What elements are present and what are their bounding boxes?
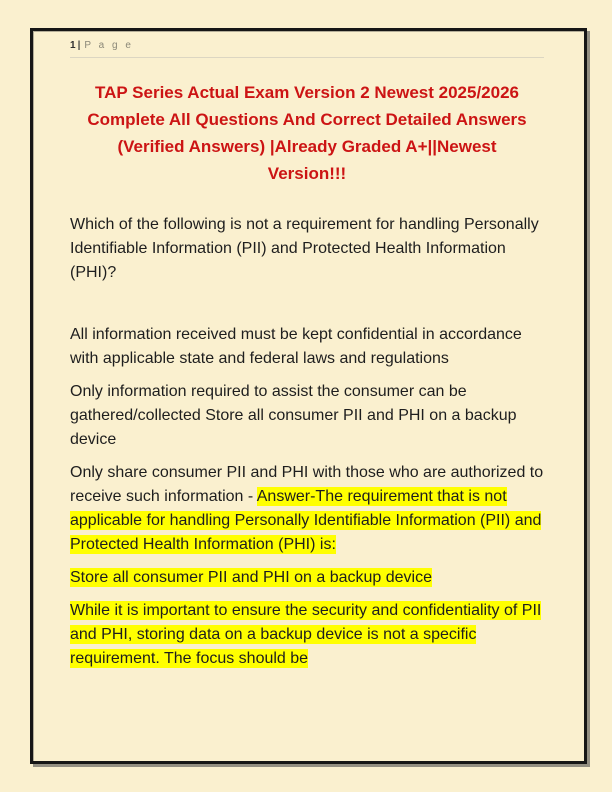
option-paragraph-2: Only information required to assist the consumer can be gathered/collected Store all consumer PII and PHI on a backup device bbox=[70, 383, 517, 448]
explanation-paragraph bbox=[70, 599, 544, 671]
page-frame bbox=[30, 28, 587, 764]
header-rule bbox=[70, 57, 544, 58]
page-number-separator: | bbox=[77, 40, 81, 51]
page-label: P a g e bbox=[84, 40, 134, 51]
page-number: 1 bbox=[70, 40, 76, 51]
answer-intro-highlight: Answer-The requirement that is not applicable for handling Personally Identifiable Information (PII) and Protected Health Information (PHI) is: bbox=[70, 488, 542, 553]
option-paragraph-3 bbox=[70, 461, 544, 557]
option-3-plain-text: Only share consumer PII and PHI with those who are authorized to receive such information - bbox=[70, 464, 544, 505]
page-header bbox=[70, 40, 544, 52]
explanation-highlight: While it is important to ensure the security and confidentiality of PII and PHI, storing data on a backup device is not a specific requirement. The focus should be bbox=[70, 602, 542, 667]
document-title: TAP Series Actual Exam Version 2 Newest 2025/2026 Complete All Questions And Correct Detailed Answers (Verified Answers) |Already Graded A+||Newest Version!!! bbox=[87, 83, 527, 183]
question-paragraph: Which of the following is not a requirement for handling Personally Identifiable Information (PII) and Protected Health Information (PHI)? bbox=[70, 216, 539, 281]
answer-paragraph bbox=[70, 566, 544, 590]
option-paragraph-1: All information received must be kept confidential in accordance with applicable state and federal laws and regulations bbox=[70, 326, 522, 367]
answer-text-highlight: Store all consumer PII and PHI on a backup device bbox=[70, 569, 432, 586]
